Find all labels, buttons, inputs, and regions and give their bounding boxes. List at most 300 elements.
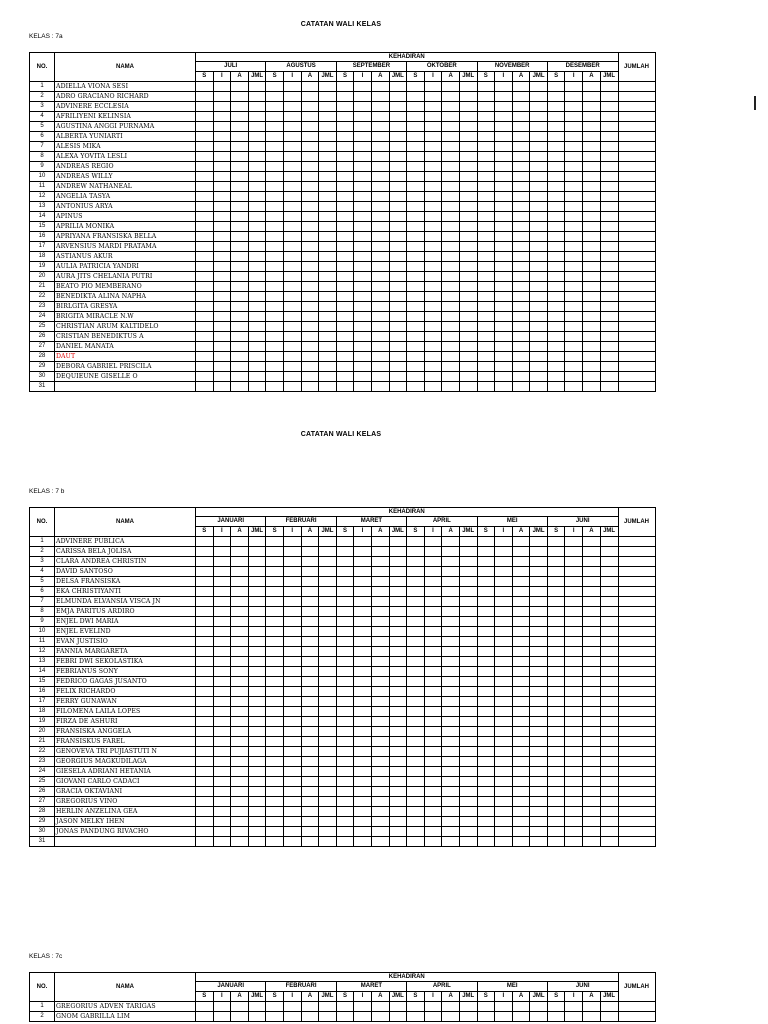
- attendance-cell[interactable]: [442, 262, 460, 272]
- attendance-cell[interactable]: [283, 717, 301, 727]
- attendance-cell[interactable]: [266, 352, 284, 362]
- attendance-cell[interactable]: [231, 627, 249, 637]
- attendance-cell[interactable]: [442, 1002, 460, 1012]
- attendance-cell[interactable]: [196, 837, 214, 847]
- attendance-cell[interactable]: [354, 587, 372, 597]
- attendance-cell[interactable]: [283, 172, 301, 182]
- attendance-cell[interactable]: [354, 322, 372, 332]
- attendance-cell[interactable]: [319, 362, 337, 372]
- attendance-cell[interactable]: [442, 332, 460, 342]
- attendance-cell[interactable]: [283, 607, 301, 617]
- attendance-cell[interactable]: [354, 142, 372, 152]
- attendance-cell[interactable]: [213, 162, 231, 172]
- attendance-cell[interactable]: [565, 132, 583, 142]
- attendance-cell[interactable]: [319, 807, 337, 817]
- attendance-cell[interactable]: [600, 1012, 618, 1022]
- attendance-cell[interactable]: [583, 152, 601, 162]
- attendance-cell[interactable]: [459, 172, 477, 182]
- attendance-cell[interactable]: [301, 372, 319, 382]
- attendance-cell[interactable]: [266, 242, 284, 252]
- attendance-cell[interactable]: [371, 232, 389, 242]
- attendance-cell[interactable]: [354, 837, 372, 847]
- attendance-cell[interactable]: [196, 717, 214, 727]
- attendance-cell[interactable]: [266, 192, 284, 202]
- attendance-cell[interactable]: [336, 1012, 354, 1022]
- attendance-cell[interactable]: [600, 272, 618, 282]
- attendance-cell[interactable]: [266, 727, 284, 737]
- attendance-cell[interactable]: [371, 577, 389, 587]
- attendance-cell[interactable]: [248, 737, 266, 747]
- attendance-cell[interactable]: [231, 607, 249, 617]
- attendance-cell[interactable]: [248, 657, 266, 667]
- attendance-cell[interactable]: [407, 182, 425, 192]
- attendance-cell[interactable]: [600, 657, 618, 667]
- attendance-cell[interactable]: [512, 837, 530, 847]
- attendance-cell[interactable]: [301, 817, 319, 827]
- attendance-cell[interactable]: [231, 617, 249, 627]
- attendance-cell[interactable]: [477, 352, 495, 362]
- attendance-cell[interactable]: [354, 112, 372, 122]
- attendance-cell[interactable]: [196, 282, 214, 292]
- attendance-cell[interactable]: [530, 827, 548, 837]
- attendance-cell[interactable]: [248, 607, 266, 617]
- attendance-cell[interactable]: [196, 222, 214, 232]
- attendance-cell[interactable]: [547, 837, 565, 847]
- attendance-cell[interactable]: [442, 587, 460, 597]
- attendance-cell[interactable]: [442, 647, 460, 657]
- attendance-cell[interactable]: [301, 717, 319, 727]
- attendance-cell[interactable]: [336, 707, 354, 717]
- attendance-cell[interactable]: [407, 627, 425, 637]
- attendance-cell[interactable]: [371, 657, 389, 667]
- attendance-cell[interactable]: [371, 202, 389, 212]
- attendance-cell[interactable]: [248, 242, 266, 252]
- attendance-cell[interactable]: [266, 797, 284, 807]
- attendance-cell[interactable]: [301, 767, 319, 777]
- attendance-cell[interactable]: [319, 717, 337, 727]
- attendance-cell[interactable]: [530, 132, 548, 142]
- jumlah-cell[interactable]: [618, 102, 655, 112]
- attendance-cell[interactable]: [477, 312, 495, 322]
- attendance-cell[interactable]: [371, 547, 389, 557]
- attendance-cell[interactable]: [319, 797, 337, 807]
- attendance-cell[interactable]: [266, 827, 284, 837]
- attendance-cell[interactable]: [583, 617, 601, 627]
- attendance-cell[interactable]: [442, 122, 460, 132]
- attendance-cell[interactable]: [565, 747, 583, 757]
- attendance-cell[interactable]: [266, 252, 284, 262]
- attendance-cell[interactable]: [424, 292, 442, 302]
- attendance-cell[interactable]: [371, 382, 389, 392]
- attendance-cell[interactable]: [283, 82, 301, 92]
- attendance-cell[interactable]: [301, 112, 319, 122]
- attendance-cell[interactable]: [248, 362, 266, 372]
- attendance-cell[interactable]: [547, 272, 565, 282]
- attendance-cell[interactable]: [424, 587, 442, 597]
- attendance-cell[interactable]: [424, 212, 442, 222]
- attendance-cell[interactable]: [248, 637, 266, 647]
- attendance-cell[interactable]: [213, 747, 231, 757]
- attendance-cell[interactable]: [336, 767, 354, 777]
- attendance-cell[interactable]: [301, 677, 319, 687]
- attendance-cell[interactable]: [231, 112, 249, 122]
- attendance-cell[interactable]: [371, 132, 389, 142]
- attendance-cell[interactable]: [336, 817, 354, 827]
- attendance-cell[interactable]: [547, 577, 565, 587]
- attendance-cell[interactable]: [301, 382, 319, 392]
- attendance-cell[interactable]: [336, 142, 354, 152]
- attendance-cell[interactable]: [583, 132, 601, 142]
- attendance-cell[interactable]: [600, 607, 618, 617]
- attendance-cell[interactable]: [565, 272, 583, 282]
- attendance-cell[interactable]: [424, 767, 442, 777]
- attendance-cell[interactable]: [283, 302, 301, 312]
- attendance-cell[interactable]: [442, 617, 460, 627]
- attendance-cell[interactable]: [266, 342, 284, 352]
- attendance-cell[interactable]: [565, 262, 583, 272]
- attendance-cell[interactable]: [248, 817, 266, 827]
- attendance-cell[interactable]: [547, 92, 565, 102]
- attendance-cell[interactable]: [336, 132, 354, 142]
- attendance-cell[interactable]: [530, 172, 548, 182]
- attendance-cell[interactable]: [407, 707, 425, 717]
- attendance-cell[interactable]: [565, 292, 583, 302]
- attendance-cell[interactable]: [459, 707, 477, 717]
- attendance-cell[interactable]: [301, 777, 319, 787]
- attendance-cell[interactable]: [213, 587, 231, 597]
- attendance-cell[interactable]: [600, 837, 618, 847]
- attendance-cell[interactable]: [407, 677, 425, 687]
- attendance-cell[interactable]: [389, 232, 407, 242]
- attendance-cell[interactable]: [600, 292, 618, 302]
- attendance-cell[interactable]: [389, 737, 407, 747]
- attendance-cell[interactable]: [319, 837, 337, 847]
- attendance-cell[interactable]: [424, 677, 442, 687]
- attendance-cell[interactable]: [407, 737, 425, 747]
- attendance-cell[interactable]: [512, 537, 530, 547]
- attendance-cell[interactable]: [547, 767, 565, 777]
- attendance-cell[interactable]: [319, 1012, 337, 1022]
- attendance-cell[interactable]: [319, 567, 337, 577]
- attendance-cell[interactable]: [495, 777, 513, 787]
- attendance-cell[interactable]: [231, 252, 249, 262]
- attendance-cell[interactable]: [301, 557, 319, 567]
- attendance-cell[interactable]: [283, 747, 301, 757]
- attendance-cell[interactable]: [424, 232, 442, 242]
- attendance-cell[interactable]: [248, 767, 266, 777]
- attendance-cell[interactable]: [248, 627, 266, 637]
- attendance-cell[interactable]: [283, 777, 301, 787]
- attendance-cell[interactable]: [389, 797, 407, 807]
- attendance-cell[interactable]: [565, 122, 583, 132]
- attendance-cell[interactable]: [231, 92, 249, 102]
- attendance-cell[interactable]: [248, 102, 266, 112]
- attendance-cell[interactable]: [248, 717, 266, 727]
- attendance-cell[interactable]: [389, 122, 407, 132]
- attendance-cell[interactable]: [213, 292, 231, 302]
- attendance-cell[interactable]: [354, 152, 372, 162]
- attendance-cell[interactable]: [459, 557, 477, 567]
- attendance-cell[interactable]: [477, 252, 495, 262]
- attendance-cell[interactable]: [600, 162, 618, 172]
- attendance-cell[interactable]: [477, 657, 495, 667]
- attendance-cell[interactable]: [547, 637, 565, 647]
- attendance-cell[interactable]: [565, 192, 583, 202]
- attendance-cell[interactable]: [477, 382, 495, 392]
- attendance-cell[interactable]: [336, 807, 354, 817]
- attendance-cell[interactable]: [407, 617, 425, 627]
- attendance-cell[interactable]: [283, 382, 301, 392]
- attendance-cell[interactable]: [424, 647, 442, 657]
- attendance-cell[interactable]: [424, 597, 442, 607]
- attendance-cell[interactable]: [530, 382, 548, 392]
- attendance-cell[interactable]: [565, 232, 583, 242]
- jumlah-cell[interactable]: [618, 342, 655, 352]
- attendance-cell[interactable]: [336, 262, 354, 272]
- attendance-cell[interactable]: [196, 647, 214, 657]
- attendance-cell[interactable]: [283, 1012, 301, 1022]
- attendance-cell[interactable]: [530, 182, 548, 192]
- attendance-cell[interactable]: [442, 557, 460, 567]
- jumlah-cell[interactable]: [618, 362, 655, 372]
- attendance-cell[interactable]: [583, 192, 601, 202]
- attendance-cell[interactable]: [477, 242, 495, 252]
- attendance-cell[interactable]: [512, 587, 530, 597]
- attendance-cell[interactable]: [248, 232, 266, 242]
- attendance-cell[interactable]: [442, 637, 460, 647]
- attendance-cell[interactable]: [407, 252, 425, 262]
- attendance-cell[interactable]: [442, 162, 460, 172]
- jumlah-cell[interactable]: [618, 132, 655, 142]
- attendance-cell[interactable]: [196, 677, 214, 687]
- attendance-cell[interactable]: [442, 362, 460, 372]
- attendance-cell[interactable]: [600, 192, 618, 202]
- jumlah-cell[interactable]: [618, 617, 655, 627]
- attendance-cell[interactable]: [547, 372, 565, 382]
- attendance-cell[interactable]: [512, 697, 530, 707]
- jumlah-cell[interactable]: [618, 252, 655, 262]
- attendance-cell[interactable]: [600, 587, 618, 597]
- attendance-cell[interactable]: [547, 102, 565, 112]
- attendance-cell[interactable]: [600, 372, 618, 382]
- attendance-cell[interactable]: [424, 757, 442, 767]
- attendance-cell[interactable]: [213, 637, 231, 647]
- attendance-cell[interactable]: [354, 292, 372, 302]
- attendance-cell[interactable]: [530, 282, 548, 292]
- attendance-cell[interactable]: [583, 122, 601, 132]
- attendance-cell[interactable]: [196, 152, 214, 162]
- attendance-cell[interactable]: [354, 737, 372, 747]
- attendance-cell[interactable]: [600, 322, 618, 332]
- attendance-cell[interactable]: [283, 667, 301, 677]
- attendance-cell[interactable]: [196, 587, 214, 597]
- attendance-cell[interactable]: [248, 132, 266, 142]
- attendance-cell[interactable]: [424, 272, 442, 282]
- attendance-cell[interactable]: [459, 262, 477, 272]
- attendance-cell[interactable]: [477, 807, 495, 817]
- attendance-cell[interactable]: [248, 272, 266, 282]
- attendance-cell[interactable]: [477, 587, 495, 597]
- attendance-cell[interactable]: [583, 292, 601, 302]
- attendance-cell[interactable]: [424, 202, 442, 212]
- attendance-cell[interactable]: [530, 587, 548, 597]
- attendance-cell[interactable]: [283, 677, 301, 687]
- attendance-cell[interactable]: [389, 222, 407, 232]
- attendance-cell[interactable]: [547, 537, 565, 547]
- attendance-cell[interactable]: [266, 837, 284, 847]
- attendance-cell[interactable]: [354, 537, 372, 547]
- attendance-cell[interactable]: [477, 747, 495, 757]
- attendance-cell[interactable]: [583, 827, 601, 837]
- attendance-cell[interactable]: [442, 292, 460, 302]
- attendance-cell[interactable]: [459, 727, 477, 737]
- attendance-cell[interactable]: [530, 557, 548, 567]
- attendance-cell[interactable]: [547, 557, 565, 567]
- jumlah-cell[interactable]: [618, 302, 655, 312]
- attendance-cell[interactable]: [231, 717, 249, 727]
- attendance-cell[interactable]: [371, 292, 389, 302]
- attendance-cell[interactable]: [389, 777, 407, 787]
- attendance-cell[interactable]: [565, 172, 583, 182]
- attendance-cell[interactable]: [301, 1002, 319, 1012]
- attendance-cell[interactable]: [583, 112, 601, 122]
- attendance-cell[interactable]: [583, 797, 601, 807]
- attendance-cell[interactable]: [283, 132, 301, 142]
- attendance-cell[interactable]: [442, 222, 460, 232]
- attendance-cell[interactable]: [354, 727, 372, 737]
- jumlah-cell[interactable]: [618, 747, 655, 757]
- attendance-cell[interactable]: [600, 332, 618, 342]
- attendance-cell[interactable]: [336, 577, 354, 587]
- attendance-cell[interactable]: [301, 152, 319, 162]
- attendance-cell[interactable]: [301, 587, 319, 597]
- attendance-cell[interactable]: [424, 727, 442, 737]
- attendance-cell[interactable]: [424, 547, 442, 557]
- attendance-cell[interactable]: [389, 677, 407, 687]
- attendance-cell[interactable]: [547, 192, 565, 202]
- jumlah-cell[interactable]: [618, 82, 655, 92]
- attendance-cell[interactable]: [319, 547, 337, 557]
- attendance-cell[interactable]: [565, 767, 583, 777]
- attendance-cell[interactable]: [196, 362, 214, 372]
- attendance-cell[interactable]: [565, 82, 583, 92]
- attendance-cell[interactable]: [266, 787, 284, 797]
- attendance-cell[interactable]: [319, 657, 337, 667]
- attendance-cell[interactable]: [512, 777, 530, 787]
- attendance-cell[interactable]: [407, 787, 425, 797]
- attendance-cell[interactable]: [583, 322, 601, 332]
- attendance-cell[interactable]: [231, 797, 249, 807]
- attendance-cell[interactable]: [213, 757, 231, 767]
- attendance-cell[interactable]: [301, 647, 319, 657]
- attendance-cell[interactable]: [231, 1012, 249, 1022]
- attendance-cell[interactable]: [512, 567, 530, 577]
- attendance-cell[interactable]: [477, 597, 495, 607]
- attendance-cell[interactable]: [477, 172, 495, 182]
- attendance-cell[interactable]: [477, 342, 495, 352]
- attendance-cell[interactable]: [213, 577, 231, 587]
- attendance-cell[interactable]: [371, 677, 389, 687]
- attendance-cell[interactable]: [565, 242, 583, 252]
- attendance-cell[interactable]: [459, 92, 477, 102]
- attendance-cell[interactable]: [495, 1012, 513, 1022]
- attendance-cell[interactable]: [301, 292, 319, 302]
- jumlah-cell[interactable]: [618, 212, 655, 222]
- attendance-cell[interactable]: [547, 827, 565, 837]
- attendance-cell[interactable]: [477, 707, 495, 717]
- attendance-cell[interactable]: [407, 837, 425, 847]
- attendance-cell[interactable]: [389, 747, 407, 757]
- attendance-cell[interactable]: [583, 222, 601, 232]
- attendance-cell[interactable]: [371, 162, 389, 172]
- attendance-cell[interactable]: [495, 537, 513, 547]
- attendance-cell[interactable]: [459, 767, 477, 777]
- attendance-cell[interactable]: [389, 262, 407, 272]
- attendance-cell[interactable]: [600, 617, 618, 627]
- attendance-cell[interactable]: [600, 82, 618, 92]
- attendance-cell[interactable]: [319, 252, 337, 262]
- jumlah-cell[interactable]: [618, 272, 655, 282]
- attendance-cell[interactable]: [266, 567, 284, 577]
- attendance-cell[interactable]: [266, 372, 284, 382]
- attendance-cell[interactable]: [231, 332, 249, 342]
- jumlah-cell[interactable]: [618, 697, 655, 707]
- attendance-cell[interactable]: [283, 352, 301, 362]
- attendance-cell[interactable]: [248, 342, 266, 352]
- attendance-cell[interactable]: [319, 817, 337, 827]
- attendance-cell[interactable]: [442, 667, 460, 677]
- attendance-cell[interactable]: [530, 837, 548, 847]
- attendance-cell[interactable]: [459, 637, 477, 647]
- jumlah-cell[interactable]: [618, 372, 655, 382]
- attendance-cell[interactable]: [371, 312, 389, 322]
- attendance-cell[interactable]: [231, 677, 249, 687]
- attendance-cell[interactable]: [319, 212, 337, 222]
- attendance-cell[interactable]: [389, 697, 407, 707]
- attendance-cell[interactable]: [512, 222, 530, 232]
- jumlah-cell[interactable]: [618, 727, 655, 737]
- attendance-cell[interactable]: [231, 727, 249, 737]
- attendance-cell[interactable]: [336, 737, 354, 747]
- attendance-cell[interactable]: [407, 142, 425, 152]
- attendance-cell[interactable]: [266, 817, 284, 827]
- attendance-cell[interactable]: [565, 597, 583, 607]
- attendance-cell[interactable]: [407, 817, 425, 827]
- jumlah-cell[interactable]: [618, 587, 655, 597]
- attendance-cell[interactable]: [354, 687, 372, 697]
- attendance-cell[interactable]: [407, 222, 425, 232]
- attendance-cell[interactable]: [583, 587, 601, 597]
- attendance-cell[interactable]: [213, 152, 231, 162]
- attendance-cell[interactable]: [319, 757, 337, 767]
- attendance-cell[interactable]: [495, 92, 513, 102]
- attendance-cell[interactable]: [512, 797, 530, 807]
- attendance-cell[interactable]: [196, 262, 214, 272]
- attendance-cell[interactable]: [231, 362, 249, 372]
- attendance-cell[interactable]: [319, 697, 337, 707]
- attendance-cell[interactable]: [266, 262, 284, 272]
- attendance-cell[interactable]: [231, 162, 249, 172]
- attendance-cell[interactable]: [530, 667, 548, 677]
- attendance-cell[interactable]: [196, 727, 214, 737]
- attendance-cell[interactable]: [354, 717, 372, 727]
- attendance-cell[interactable]: [477, 92, 495, 102]
- attendance-cell[interactable]: [196, 767, 214, 777]
- attendance-cell[interactable]: [442, 537, 460, 547]
- attendance-cell[interactable]: [459, 332, 477, 342]
- attendance-cell[interactable]: [248, 647, 266, 657]
- attendance-cell[interactable]: [512, 102, 530, 112]
